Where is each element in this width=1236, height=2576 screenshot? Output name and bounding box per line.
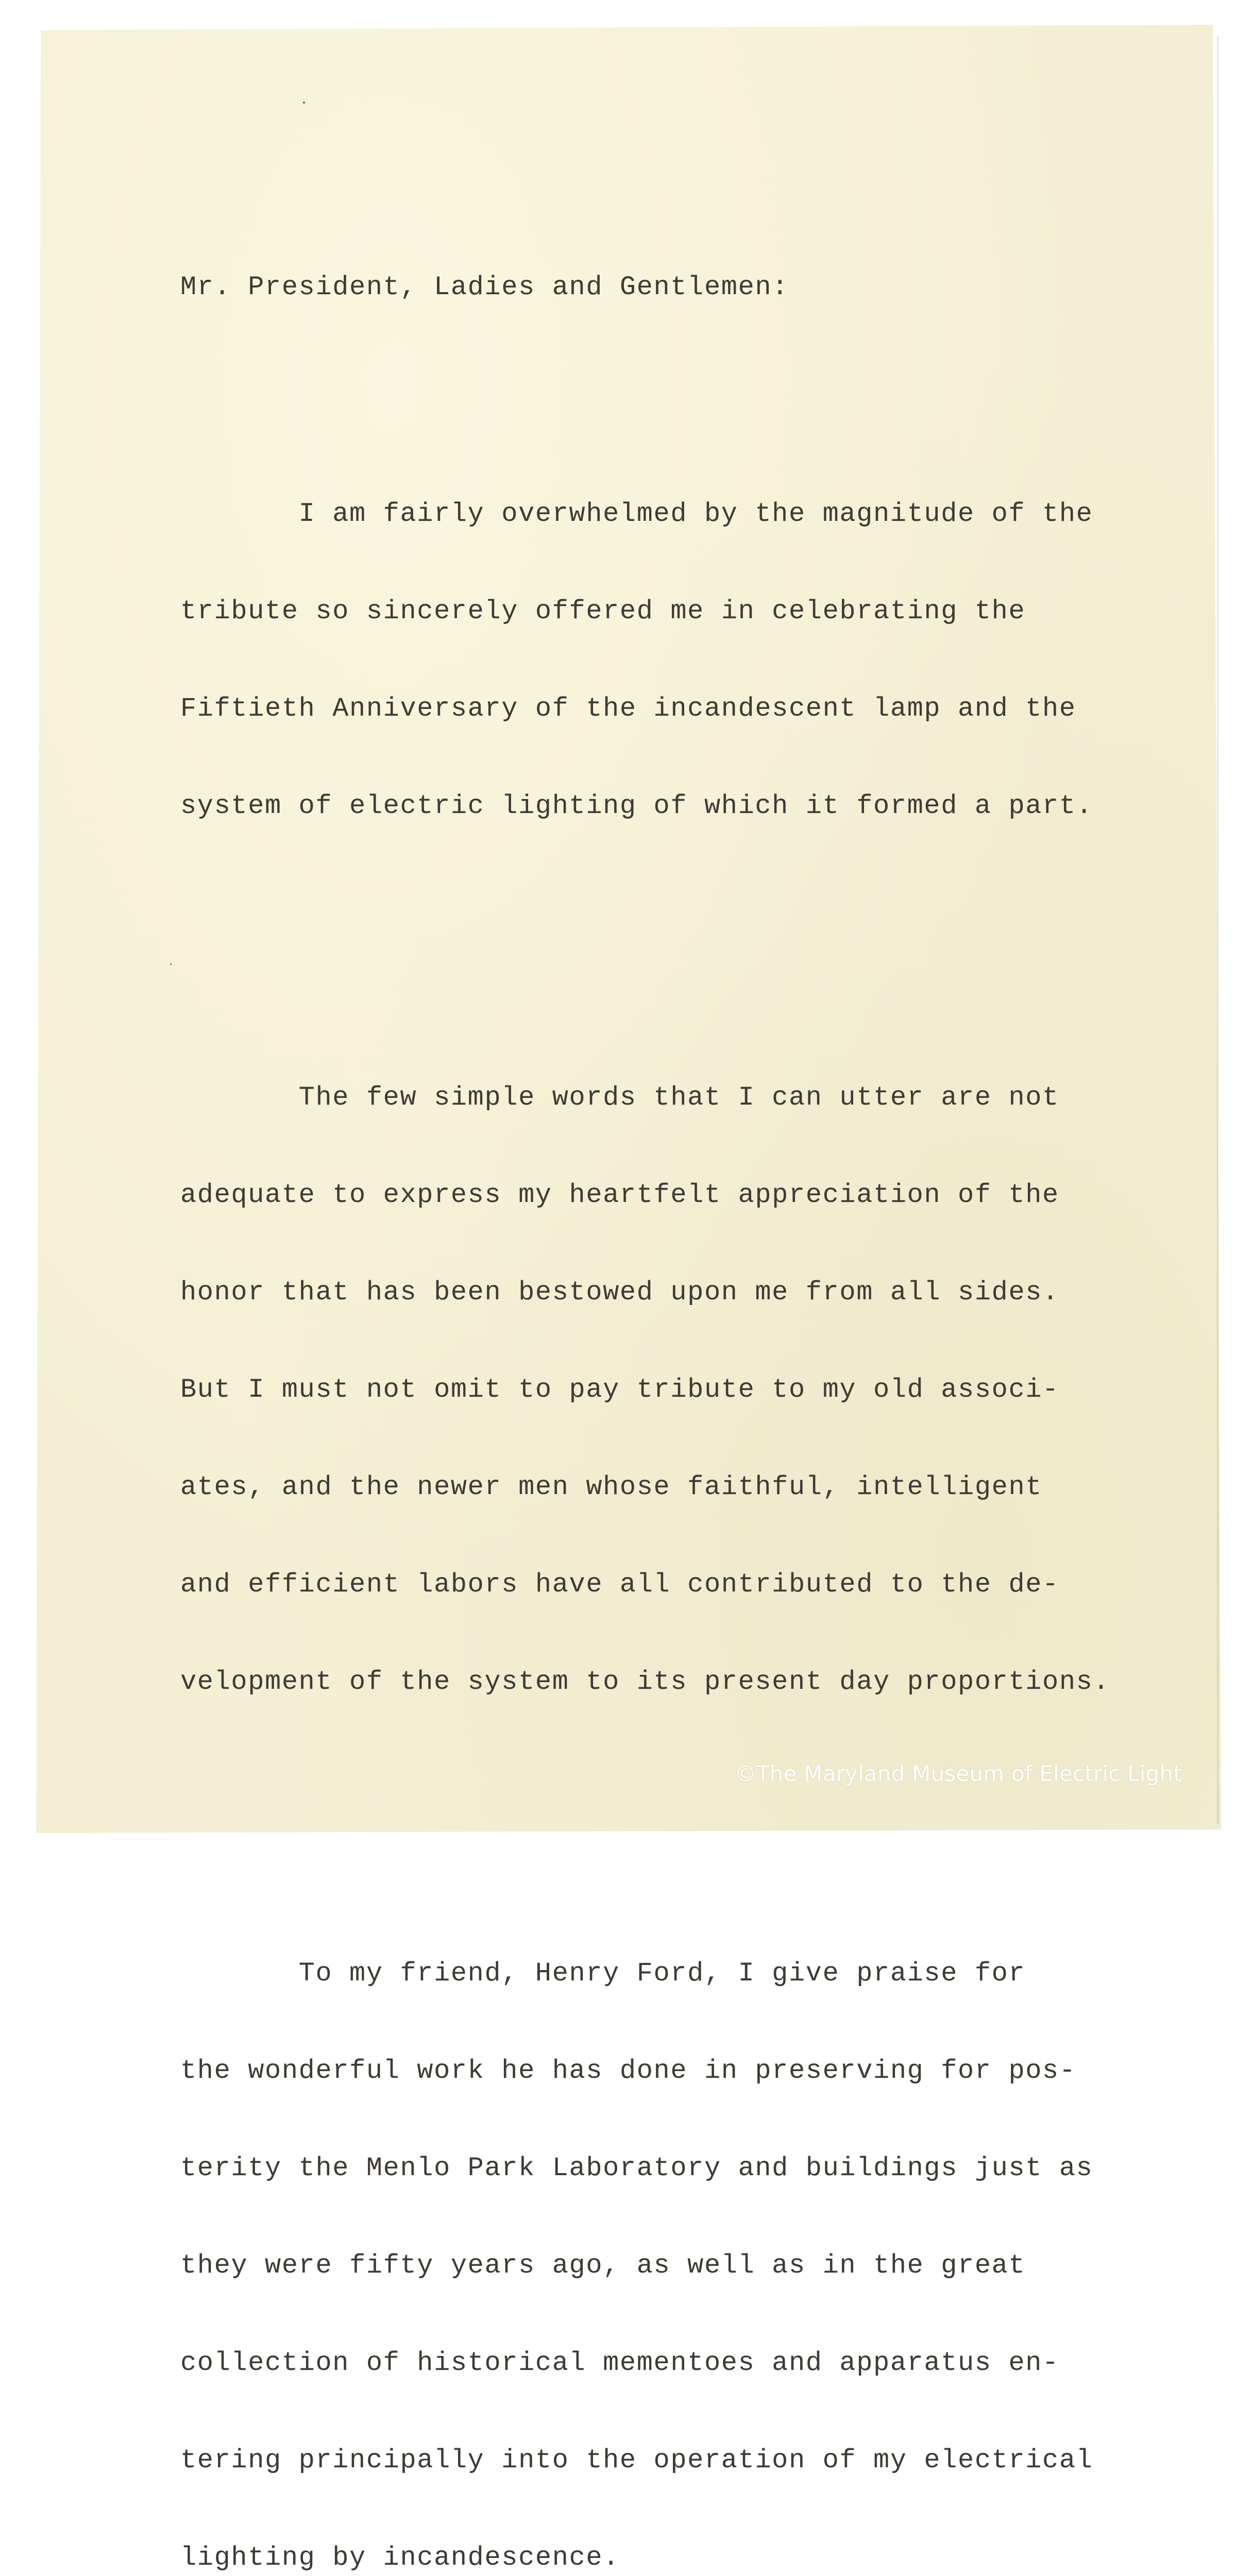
text-line: I am fairly overwhelmed by the magnitude of the: [180, 499, 1093, 529]
copyright-watermark: ©The Maryland Museum of Electric Light: [734, 1761, 1182, 1786]
text-line: But I must not omit to pay tribute to my old associ-: [180, 1375, 1059, 1405]
text-line: ates, and the newer men whose faithful, intelligent: [180, 1472, 1043, 1502]
text-line: adequate to express my heartfelt appreciation of the: [180, 1180, 1059, 1210]
paper-speck: [170, 963, 172, 965]
text-line: collection of historical mementoes and apparatus en-: [180, 2348, 1059, 2378]
paper-speck: [303, 101, 305, 104]
text-line: terity the Menlo Park Laboratory and buildings just as: [180, 2153, 1093, 2183]
paper-edge-shadow: [1217, 36, 1218, 1824]
text-line: honor that has been bestowed upon me from all sides.: [180, 1277, 1059, 1308]
text-line: they were fifty years ago, as well as in the great: [180, 2250, 1026, 2281]
text-line: The few simple words that I can utter are not: [180, 1082, 1059, 1113]
text-line: velopment of the system to its present day proportions.: [180, 1667, 1110, 1697]
text-line: tribute so sincerely offered me in celebrating the: [180, 596, 1026, 626]
paragraph-3: [180, 1892, 1159, 2576]
text-line: tering principally into the operation of my electrical: [180, 2445, 1093, 2476]
paragraph-1: [180, 433, 1159, 887]
salutation: Mr. President, Ladies and Gentlemen:: [180, 272, 789, 302]
text-line: system of electric lighting of which it formed a part.: [180, 791, 1093, 821]
paragraph-2: [180, 1016, 1159, 1763]
typed-letter: [180, 206, 1159, 2576]
text-line: and efficient labors have all contributed to the de-: [180, 1569, 1059, 1600]
text-line: To my friend, Henry Ford, I give praise for: [180, 1958, 1026, 1989]
text-line: Fiftieth Anniversary of the incandescent lamp and the: [180, 693, 1076, 724]
text-line: the wonderful work he has done in preserving for pos-: [180, 2056, 1076, 2086]
text-line: lighting by incandescence.: [180, 2543, 620, 2573]
